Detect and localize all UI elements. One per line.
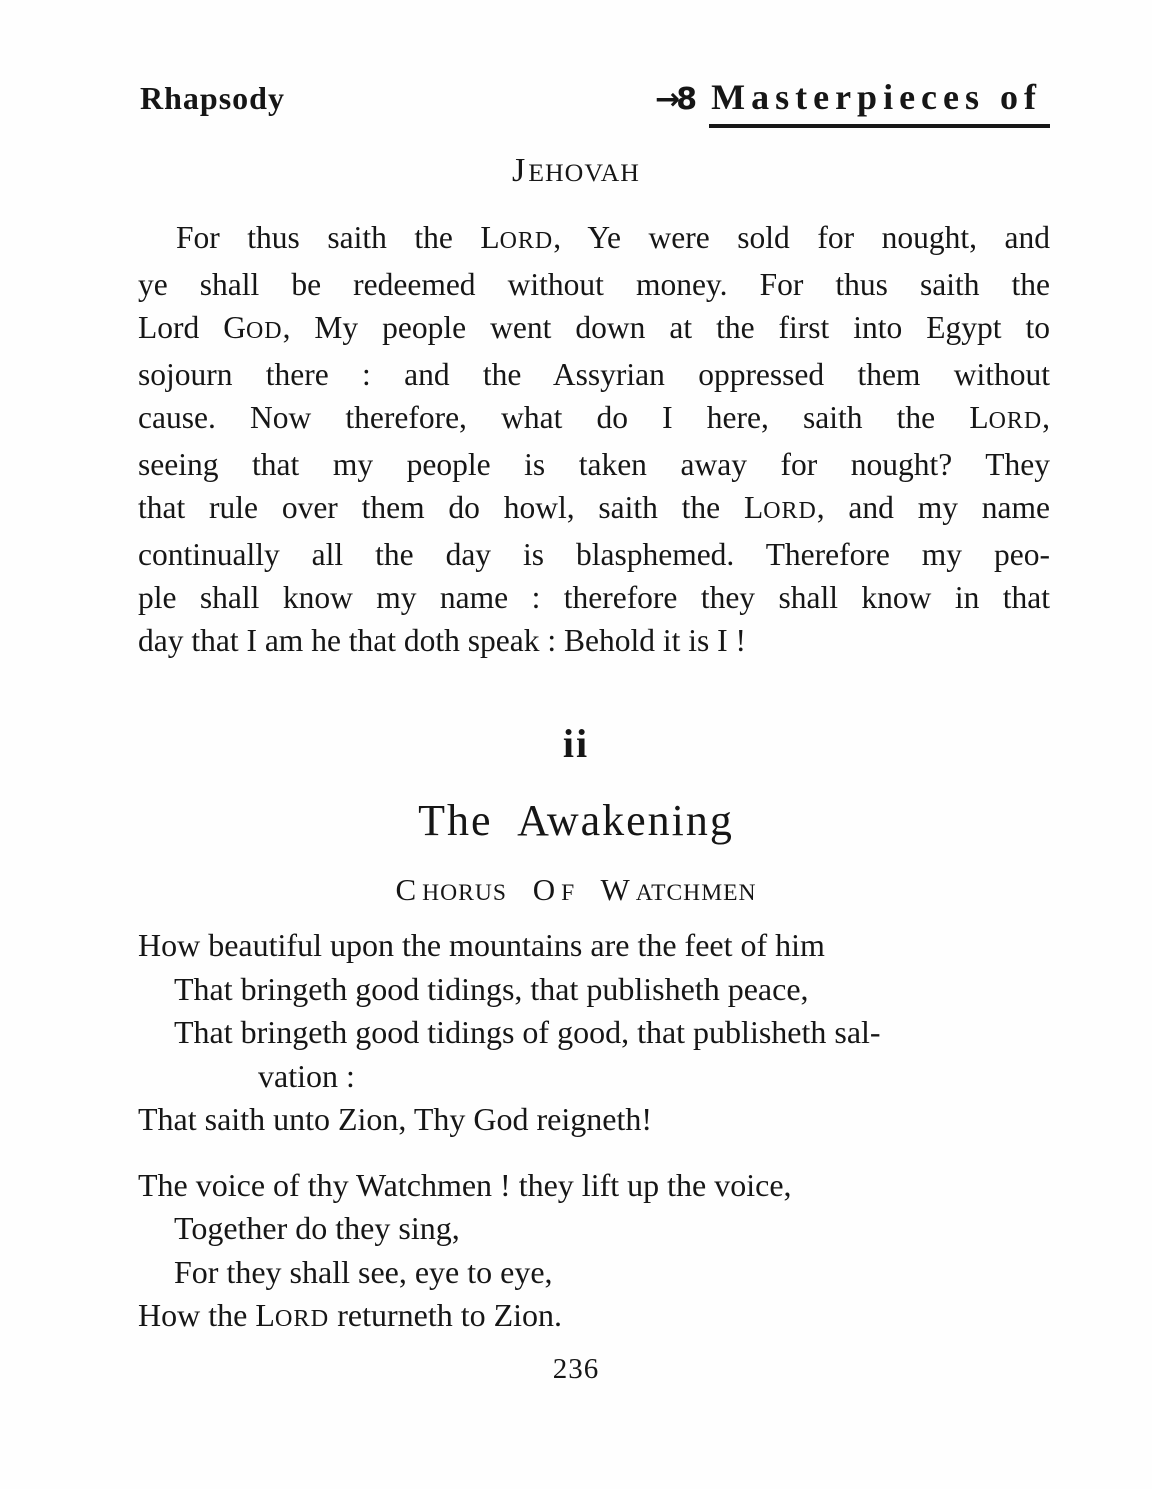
prose-line: ye shall be redeemed without money. For thus saith the: [138, 267, 1050, 302]
piece-heading-jehovah: JEHOVAH: [512, 152, 640, 189]
prose-line: sojourn there : and the Assyrian oppressed them without: [138, 357, 1050, 392]
verse-line: vation :: [258, 1057, 355, 1094]
prose-line: Lord GOD, My people went down at the first into Egypt to: [138, 310, 1050, 345]
running-head-right-title: Masterpieces of: [709, 76, 1050, 128]
verse-line: That bringeth good tidings of good, that publisheth sal-: [174, 1014, 881, 1050]
prose-line: that rule over them do howl, saith the LORD, and my name: [138, 490, 1050, 525]
prose-line: seeing that my people is taken away for nought? They: [138, 447, 1050, 482]
prose-line: cause. Now therefore, what do I here, saith the LORD,: [138, 400, 1050, 435]
prose-paragraph: [138, 216, 1050, 662]
prose-line: For thus saith the LORD, Ye were sold for nought, and: [176, 220, 1050, 255]
verse-line: That bringeth good tidings, that publisheth peace,: [174, 970, 809, 1007]
running-head-right: [655, 76, 1050, 128]
verse-stanza-2: [138, 1164, 1052, 1341]
movement-title: The Awakening: [418, 796, 734, 845]
movement-number: ii: [562, 721, 590, 766]
running-header: [140, 76, 1050, 128]
arrow-fleuron-icon: →8: [655, 82, 694, 117]
page-number: 236: [552, 1352, 600, 1385]
verse-line: How the LORD returneth to Zion.: [138, 1297, 563, 1333]
prose-line: continually all the day is blasphemed. Therefore my peo-: [138, 537, 1050, 572]
running-head-left-title: Rhapsody: [140, 80, 285, 116]
prose-line: day that I am he that doth speak : Behold it is I !: [138, 623, 746, 658]
verse-line: For they shall see, eye to eye,: [174, 1253, 553, 1290]
verse-line: The voice of thy Watchmen ! they lift up the voice,: [138, 1166, 792, 1203]
prose-line: ple shall know my name : therefore they shall know in that: [138, 580, 1050, 615]
verse-stanza-1: [138, 924, 1052, 1142]
movement-subtitle: CHORUS OF WATCHMEN: [395, 872, 757, 907]
verse-line: That saith unto Zion, Thy God reigneth!: [138, 1101, 652, 1137]
verse-line: How beautiful upon the mountains are the feet of him: [138, 927, 825, 963]
verse-line: Together do they sing,: [174, 1210, 460, 1246]
